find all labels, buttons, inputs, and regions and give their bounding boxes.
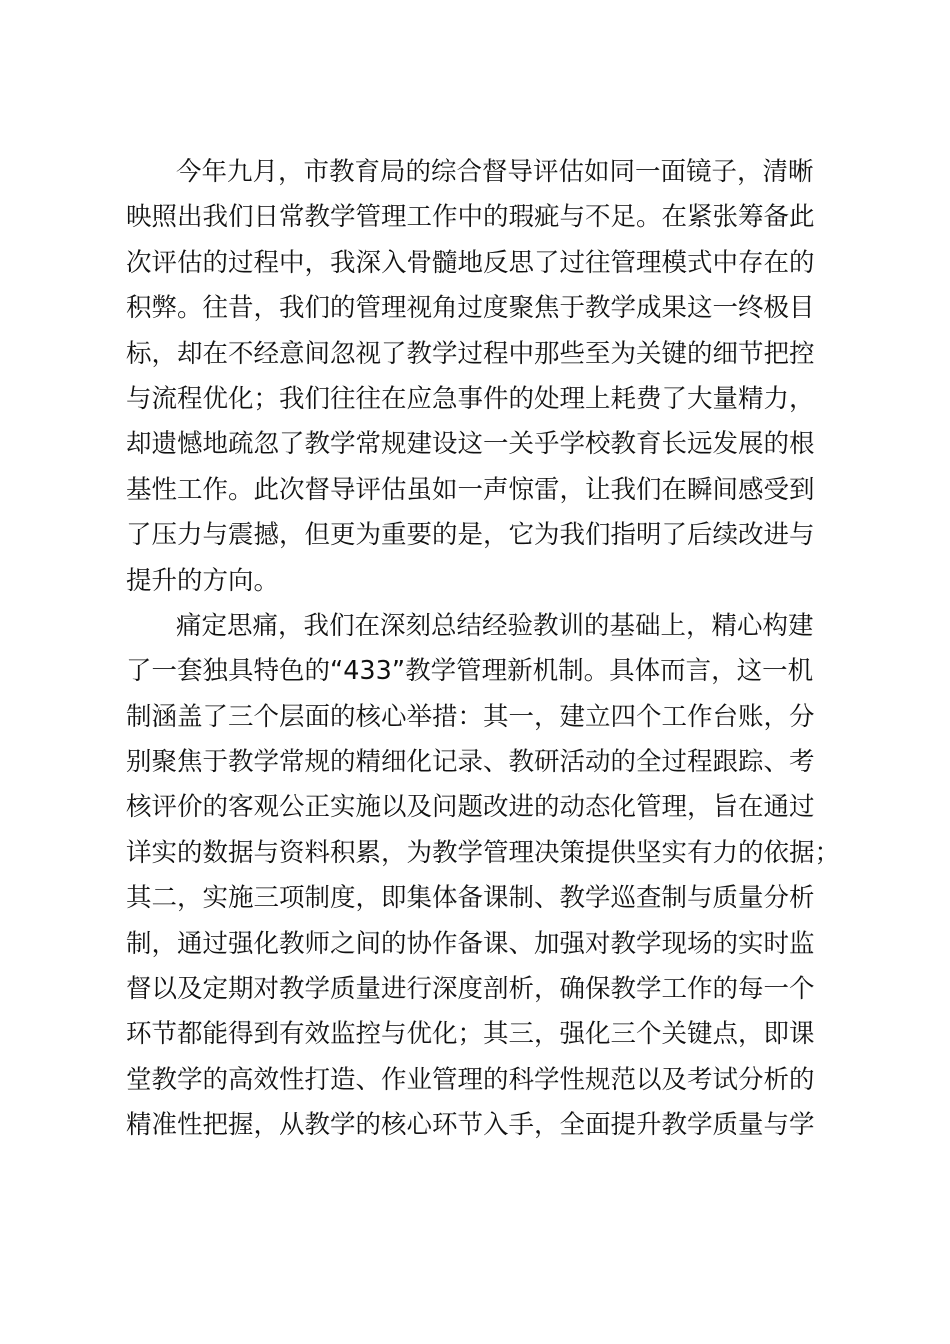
document-body [126, 150, 846, 1149]
paragraph-1 [126, 150, 846, 604]
paragraph-2 [126, 604, 846, 1149]
text-line: 提升的方向。 [126, 565, 280, 596]
text-line: 制，通过强化教师之间的协作备课、加强对教学现场的实时监 [126, 928, 815, 959]
text-line: 映照出我们日常教学管理工作中的瑕疵与不足。在紧张筹备此 [126, 202, 815, 233]
text-line: 标，却在不经意间忽视了教学过程中那些至为关键的细节把控 [126, 338, 815, 369]
text-line: 堂教学的高效性打造、作业管理的科学性规范以及考试分析的 [126, 1064, 815, 1095]
text-line: 痛定思痛，我们在深刻总结经验教训的基础上，精心构建 [176, 610, 814, 641]
text-line: 基性工作。此次督导评估虽如一声惊雷，让我们在瞬间感受到 [126, 474, 815, 505]
text-line: 今年九月，市教育局的综合督导评估如同一面镜子，清晰 [176, 157, 814, 187]
text-line: 却遗憾地疏忽了教学常规建设这一关乎学校教育长远发展的根 [126, 429, 815, 460]
text-line: 与流程优化；我们往往在应急事件的处理上耗费了大量精力， [126, 383, 815, 414]
text-line: 督以及定期对教学质量进行深度剖析，确保教学工作的每一个 [126, 974, 815, 1005]
text-line: 环节都能得到有效监控与优化；其三，强化三个关键点，即课 [126, 1019, 815, 1050]
text-line: 别聚焦于教学常规的精细化记录、教研活动的全过程跟踪、考 [126, 747, 815, 778]
text-line: 详实的数据与资料积累，为教学管理决策提供坚实有力的依据； [126, 837, 841, 868]
text-line: 了压力与震撼，但更为重要的是，它为我们指明了后续改进与 [126, 520, 815, 551]
text-line: 制涵盖了三个层面的核心举措：其一，建立四个工作台账，分 [126, 701, 815, 732]
text-line: 积弊。往昔，我们的管理视角过度聚焦于教学成果这一终极目 [126, 293, 815, 324]
text-line: 精准性把握，从教学的核心环节入手，全面提升教学质量与学 [126, 1110, 815, 1141]
text-line: 了一套独具特色的“433”教学管理新机制。具体而言，这一机 [126, 656, 814, 687]
text-line: 其二，实施三项制度，即集体备课制、教学巡查制与质量分析 [126, 883, 815, 914]
text-line: 核评价的客观公正实施以及问题改进的动态化管理，旨在通过 [126, 792, 815, 823]
text-line: 次评估的过程中，我深入骨髓地反思了过往管理模式中存在的 [126, 247, 815, 278]
